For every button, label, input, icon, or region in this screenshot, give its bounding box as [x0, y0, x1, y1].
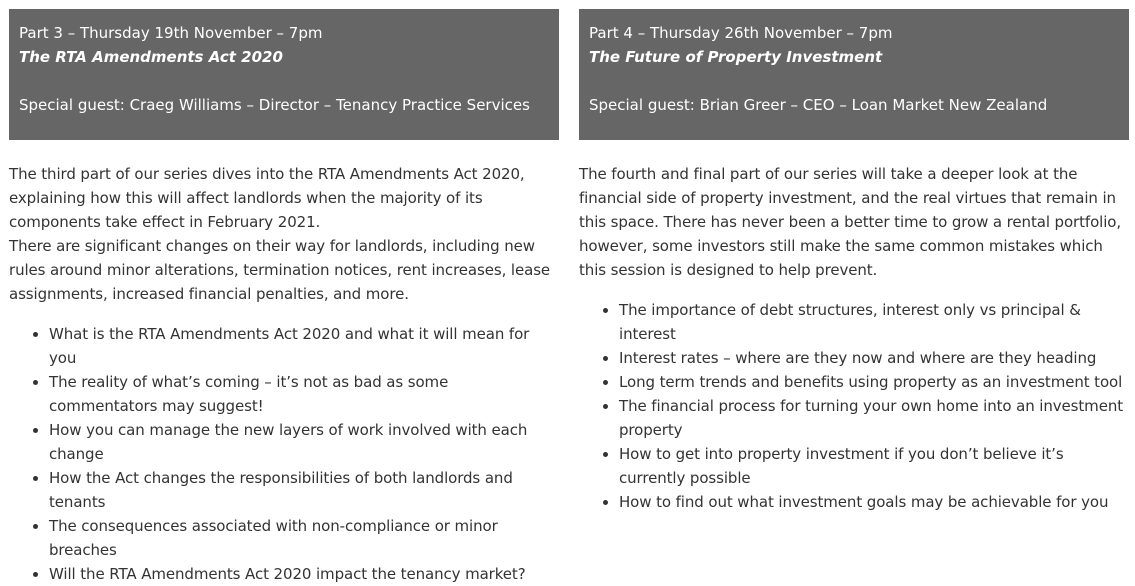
list-item: • Long term trends and benefits using property as an investment tool	[619, 370, 1129, 394]
list-item: • How to get into property investment if you don’t believe it’s currently possible	[619, 442, 1129, 490]
list-item: • How you can manage the new layers of work involved with each change	[49, 418, 559, 466]
session-banner	[9, 9, 559, 140]
session-date: Part 3 – Thursday 19th November – 7pm	[19, 24, 323, 42]
session-description	[579, 162, 1129, 282]
description-paragraph: The third part of our series dives into the RTA Amendments Act 2020, explaining how this will affect landlords when the majority of its components take effect in February 2021.	[9, 165, 525, 231]
list-item: • The financial process for turning your own home into an investment property	[619, 394, 1129, 442]
session-banner	[579, 9, 1129, 140]
special-guest: Special guest: Craeg Williams – Director – Tenancy Practice Services	[19, 96, 530, 114]
list-item: • Interest rates – where are they now and where are they heading	[619, 346, 1129, 370]
list-item: • What is the RTA Amendments Act 2020 and what it will mean for you	[49, 322, 559, 370]
list-item: • The consequences associated with non-compliance or minor breaches	[49, 514, 559, 562]
description-paragraph: The fourth and final part of our series will take a deeper look at the financial side of property investment, and the real virtues that remain in this space. There has never been a better time to grow a rental portfolio, however, some investors still make the same common mistakes which this session is designed to help prevent.	[579, 165, 1122, 279]
session-title: The Future of Property Investment	[589, 48, 883, 66]
list-item: • The reality of what’s coming – it’s not as bad as some commentators may suggest!	[49, 370, 559, 418]
topic-list	[9, 322, 559, 586]
session-part-4	[579, 9, 1129, 514]
session-part-3	[9, 9, 559, 586]
list-item: • Will the RTA Amendments Act 2020 impact the tenancy market?	[49, 562, 559, 586]
session-title: The RTA Amendments Act 2020	[19, 48, 283, 66]
list-item: • How the Act changes the responsibilities of both landlords and tenants	[49, 466, 559, 514]
topic-list	[579, 298, 1129, 514]
session-date: Part 4 – Thursday 26th November – 7pm	[589, 24, 893, 42]
session-description	[9, 162, 559, 306]
special-guest: Special guest: Brian Greer – CEO – Loan Market New Zealand	[589, 96, 1048, 114]
list-item: • The importance of debt structures, interest only vs principal & interest	[619, 298, 1129, 346]
description-paragraph: There are significant changes on their way for landlords, including new rules around minor alterations, termination notices, rent increases, lease assignments, increased financial penalties, and more.	[9, 237, 551, 303]
list-item: • How to find out what investment goals may be achievable for you	[619, 490, 1129, 514]
